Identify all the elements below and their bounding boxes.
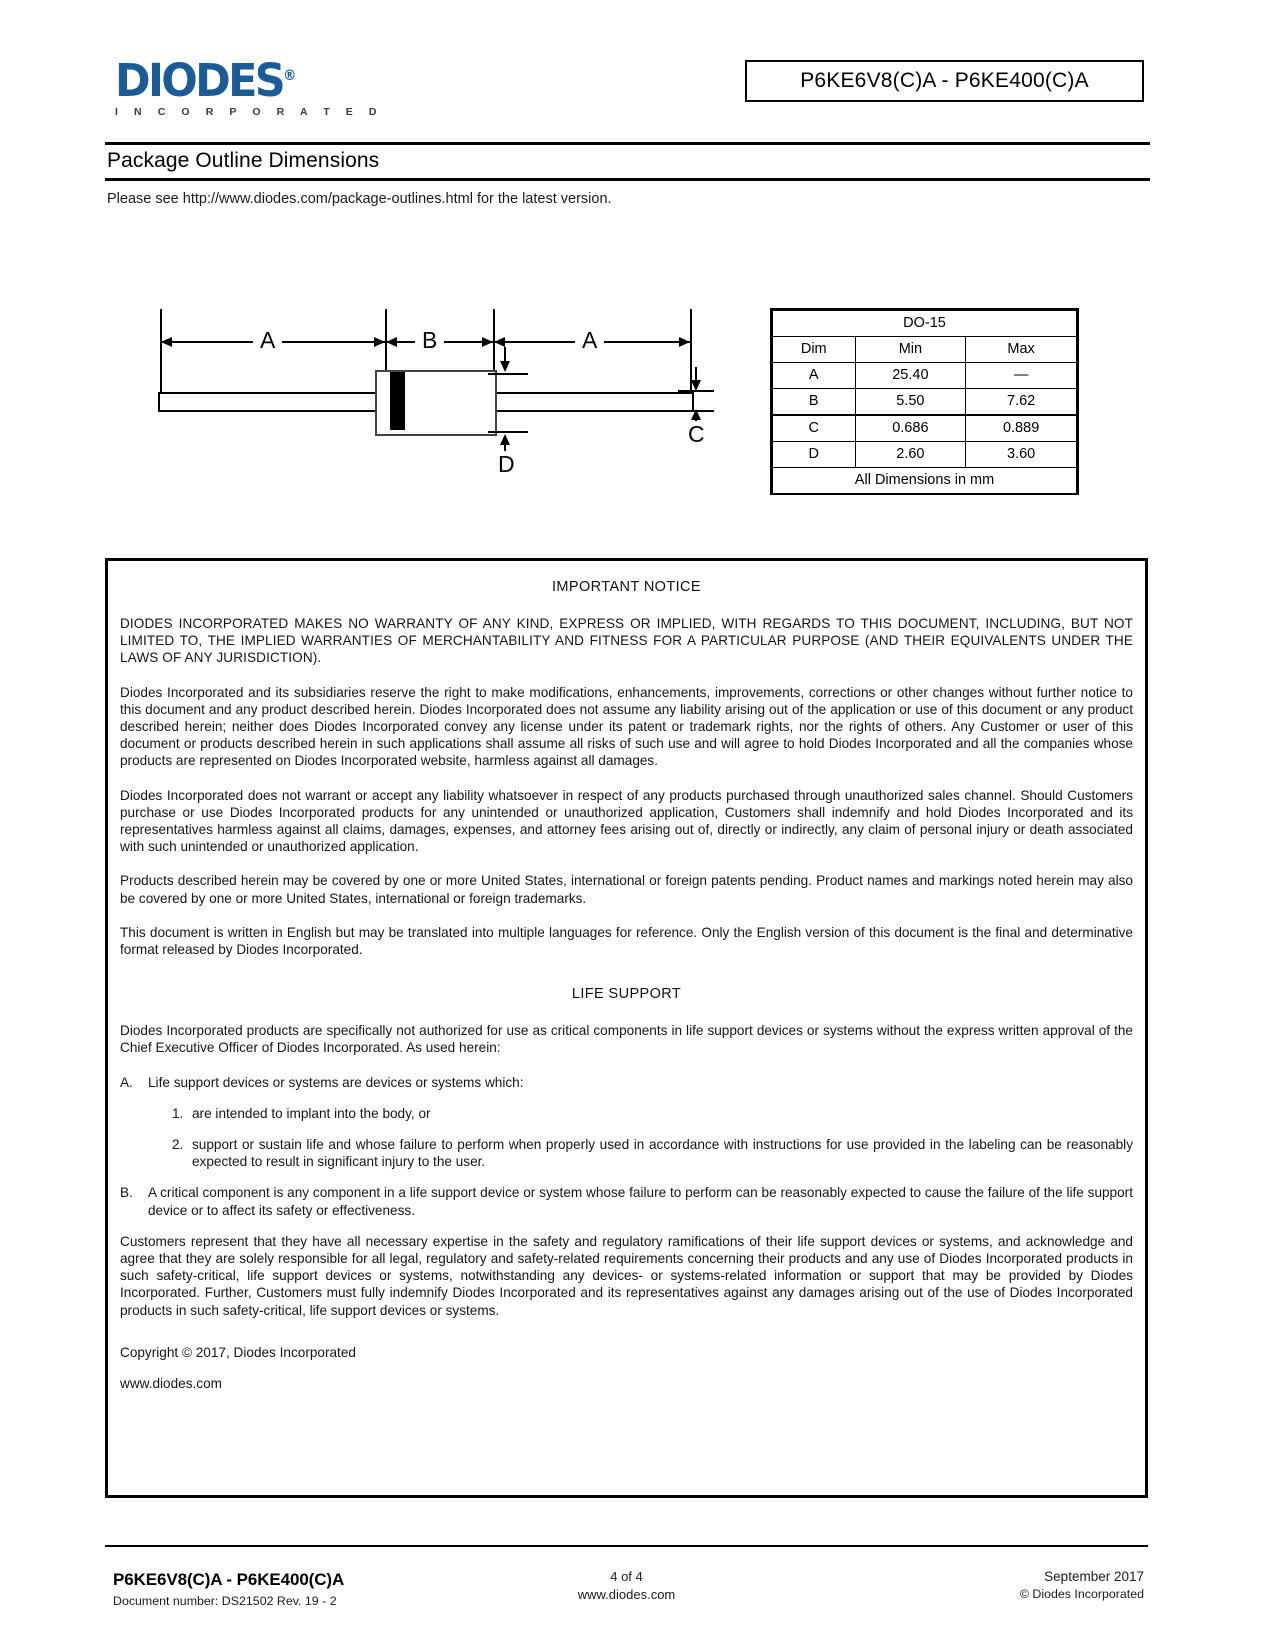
- dim-tick-d-bottom: [488, 431, 528, 433]
- cell-max: —: [966, 363, 1077, 389]
- cell-min: 5.50: [855, 389, 966, 416]
- units-note: All Dimensions in mm: [773, 468, 1077, 494]
- table-row: [773, 415, 1077, 442]
- arrow-right-a-right: [679, 337, 690, 347]
- column-header-min: Min: [855, 337, 966, 363]
- important-notice-heading: IMPORTANT NOTICE: [552, 579, 701, 595]
- section-header: [105, 142, 1150, 181]
- arrow-left-a-right: [494, 337, 505, 347]
- intro-text: Please see http://www.diodes.com/package-outlines.html for the latest version.: [107, 191, 612, 207]
- cathode-band: [390, 372, 405, 430]
- lead-left: [158, 392, 390, 412]
- life-support-paragraph: Diodes Incorporated products are specifically not authorized for use as critical components in life support devices or systems without the express written approval of the Chief Executive Officer of Diodes Incorporated. As used herein:: [120, 1023, 1133, 1056]
- section-rule-bottom: [105, 178, 1150, 181]
- arrow-up-c: [691, 409, 701, 420]
- cell-dim: C: [773, 415, 856, 442]
- column-header-dim: Dim: [773, 337, 856, 363]
- cell-min: 25.40: [855, 363, 966, 389]
- registered-trademark-icon: ®: [283, 68, 297, 84]
- page-footer: [105, 1556, 1148, 1626]
- website-url: www.diodes.com: [120, 1375, 222, 1391]
- footer-right: [1020, 1569, 1144, 1601]
- arrow-up-d: [500, 434, 510, 445]
- notice-paragraph-2: Diodes Incorporated and its subsidiaries reserve the right to make modifications, enhancements, improvements, corrections or other changes without further notice to this document and any product described herein. Diodes Incorporated does not assume any liability arising out of the application or use of this document or any product described herein; neither does Diodes Incorporated convey any license under its patent or trademark rights, nor the rights of others. Any Customer or user of this document or products described herein in such applications shall assume all risks of such use and will agree to hold Diodes Incorporated and all the companies whose products are represented on Diodes Incorporated website, harmless against all damages.: [120, 684, 1133, 769]
- logo-wordmark: [115, 54, 380, 107]
- notice-paragraph-1: DIODES INCORPORATED MAKES NO WARRANTY OF ANY KIND, EXPRESS OR IMPLIED, WITH REGARDS TO THIS DOCUMENT, INCLUDING, BUT NOT LIMITED TO, THE IMPLIED WARRANTIES OF MERCHANTABILITY AND FITNESS FOR A PARTICULAR PURPOSE (AND THEIR EQUIVALENTS UNDER THE LAWS OF ANY JURISDICTION).: [120, 616, 1133, 666]
- list-text-2: support or sustain life and whose failure to perform when properly used in accordance with instructions for use provided in the labeling can be reasonably expected to result in significant injury to the user.: [192, 1137, 1133, 1170]
- list-item-1: [172, 1105, 1133, 1122]
- page-header: [105, 48, 1150, 128]
- logo-text: DIODES: [115, 54, 284, 107]
- column-header-max: Max: [966, 337, 1077, 363]
- dim-label-d: D: [491, 451, 522, 478]
- important-notice-box: [105, 558, 1148, 1498]
- package-outline-drawing: [150, 295, 710, 485]
- arrow-right-a-left: [374, 337, 385, 347]
- dim-label-a-left: A: [253, 327, 282, 354]
- footer-part-number: P6KE6V8(C)A - P6KE400(C)A: [113, 1570, 345, 1589]
- footer-site: www.diodes.com: [577, 1587, 676, 1602]
- list-text-a: Life support devices or systems are devices or systems which:: [148, 1074, 524, 1090]
- list-item-2: [172, 1136, 1133, 1170]
- dimension-table: [770, 308, 1079, 495]
- life-support-heading: LIFE SUPPORT: [571, 986, 682, 1003]
- table-footer-row: [773, 468, 1077, 494]
- part-number-title: P6KE6V8(C)A - P6KE400(C)A: [800, 69, 1089, 92]
- arrow-right-b: [482, 337, 493, 347]
- list-marker-a: A.: [120, 1074, 133, 1090]
- dim-label-b: B: [415, 327, 444, 354]
- list-marker-2: 2.: [172, 1137, 184, 1153]
- footer-document-number: Document number: DS21502 Rev. 19 - 2: [113, 1594, 337, 1608]
- part-number-box: [745, 60, 1144, 102]
- table-row: [773, 389, 1077, 416]
- arrow-left-b: [386, 337, 397, 347]
- notice-paragraph-7: Customers represent that they have all necessary expertise in the safety and regulatory ramifications of their life support devices or systems, and acknowledge and agree that they are solely responsible for all legal, regulatory and safety-related requirements concerning their products and any use of Diodes Incorporated products in such safety-critical, life support devices or systems, notwithstanding any devices- or systems-related information or support that may be provided by Diodes Incorporated. Further, Customers must fully indemnify Diodes Incorporated and its representatives against any damages arising out of the use of Diodes Incorporated products in such safety-critical, life support devices or systems.: [120, 1233, 1133, 1318]
- cell-max: 7.62: [966, 389, 1077, 416]
- cell-dim: A: [773, 363, 856, 389]
- cell-min: 2.60: [855, 442, 966, 468]
- page-title: Package Outline Dimensions: [107, 149, 380, 172]
- footer-copyright: © Diodes Incorporated: [1019, 1587, 1144, 1601]
- list-item-a: [120, 1074, 1133, 1091]
- logo-subtitle: I N C O R P O R A T E D: [115, 106, 384, 118]
- cell-dim: B: [773, 389, 856, 416]
- table-row: [773, 363, 1077, 389]
- dim-tick-d-top: [488, 373, 528, 375]
- notice-paragraph-4: Products described herein may be covered by one or more United States, international or foreign patents pending. Product names and markings noted herein may also be covered by one or more United States, international or foreign trademarks.: [120, 873, 1133, 906]
- arrow-down-d: [500, 361, 510, 372]
- list-marker-1: 1.: [172, 1105, 184, 1121]
- cell-dim: D: [773, 442, 856, 468]
- cell-min: 0.686: [855, 415, 966, 442]
- cell-max: 0.889: [966, 415, 1077, 442]
- list-marker-b: B.: [120, 1185, 133, 1201]
- cell-max: 3.60: [966, 442, 1077, 468]
- footer-page-number: 4 of 4: [610, 1569, 643, 1584]
- notice-paragraph-3: Diodes Incorporated does not warrant or accept any liability whatsoever in respect of any products purchased through unauthorized sales channel. Should Customers purchase or use Diodes Incorporated products for any unintended or unauthorized application, Customers shall indemnify and hold Diodes Incorporated and its representatives harmless against all claims, damages, expenses, and attorney fees arising out of, directly or indirectly, any claim of personal injury or death associated with such unintended or unauthorized application.: [120, 787, 1133, 855]
- lead-right: [492, 392, 694, 412]
- diodes-logo: [115, 54, 384, 118]
- notice-paragraph-5: This document is written in English but may be translated into multiple languages for reference. Only the English version of this document is the final and determinative format released by Diodes Incorporated.: [120, 924, 1133, 958]
- arrow-left-a-left: [161, 337, 172, 347]
- table-header-row: [773, 337, 1077, 363]
- table-row: [773, 442, 1077, 468]
- footer-center: [105, 1569, 1148, 1602]
- copyright-line: Copyright © 2017, Diodes Incorporated: [120, 1344, 356, 1360]
- table-row-package: [773, 311, 1077, 337]
- package-name-cell: DO-15: [773, 311, 1077, 337]
- list-item-b: [120, 1184, 1133, 1218]
- dim-label-c: C: [681, 421, 712, 448]
- dim-label-a-right: A: [575, 327, 604, 354]
- list-text-b: A critical component is any component in a life support device or system whose failure to perform can be reasonably expected to cause the failure of the life support device or to affect its safety or effectiveness.: [148, 1185, 1133, 1218]
- footer-date: September 2017: [1044, 1569, 1144, 1584]
- arrow-down-c: [691, 380, 701, 391]
- list-text-1: are intended to implant into the body, or: [192, 1105, 431, 1121]
- footer-rule: [105, 1545, 1148, 1547]
